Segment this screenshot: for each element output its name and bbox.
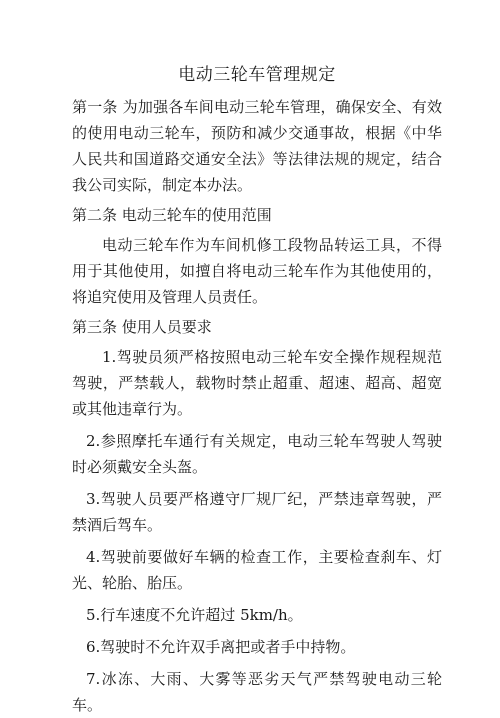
article-1-text: 第一条 为加强各车间电动三轮车管理，确保安全、有效的使用电动三轮车，预防和减少交通事故，根据《中华人民共和国道路交通安全法》等法律法规的规定，结合我公司实际，制定本办法。 bbox=[72, 98, 442, 194]
article-3-item-4: 4.驾驶前要做好车辆的检查工作，主要检查刹车、灯光、轮胎、胎压。 bbox=[72, 548, 442, 592]
article-3-heading: 第三条 使用人员要求 bbox=[72, 318, 212, 336]
article-2-text: 电动三轮车作为车间机修工段物品转运工具，不得用于其他使用，如擅自将电动三轮车作为其他使用的，将追究使用及管理人员责任。 bbox=[72, 236, 442, 306]
article-3-item-7: 7.冰冻、大雨、大雾等恶劣天气严禁驾驶电动三轮车。 bbox=[72, 670, 442, 714]
article-3-item-3: 3.驾驶人员要严格遵守厂规厂纪，严禁违章驾驶，严禁酒后驾车。 bbox=[72, 490, 442, 534]
article-3-item-6: 6.驾驶时不允许双手离把或者手中持物。 bbox=[86, 638, 356, 656]
article-2-heading: 第二条 电动三轮车的使用范围 bbox=[72, 206, 272, 224]
article-3-item-1: 1.驾驶员须严格按照电动三轮车安全操作规程规范驾驶，严禁载人，载物时禁止超重、超速、超高、超宽或其他违章行为。 bbox=[72, 348, 442, 418]
article-3-item-5: 5.行车速度不允许超过 5km/h。 bbox=[86, 606, 303, 624]
document-title: 电动三轮车管理规定 bbox=[178, 65, 336, 85]
article-3-item-2: 2.参照摩托车通行有关规定，电动三轮车驾驶人驾驶时必须戴安全头盔。 bbox=[72, 432, 442, 476]
